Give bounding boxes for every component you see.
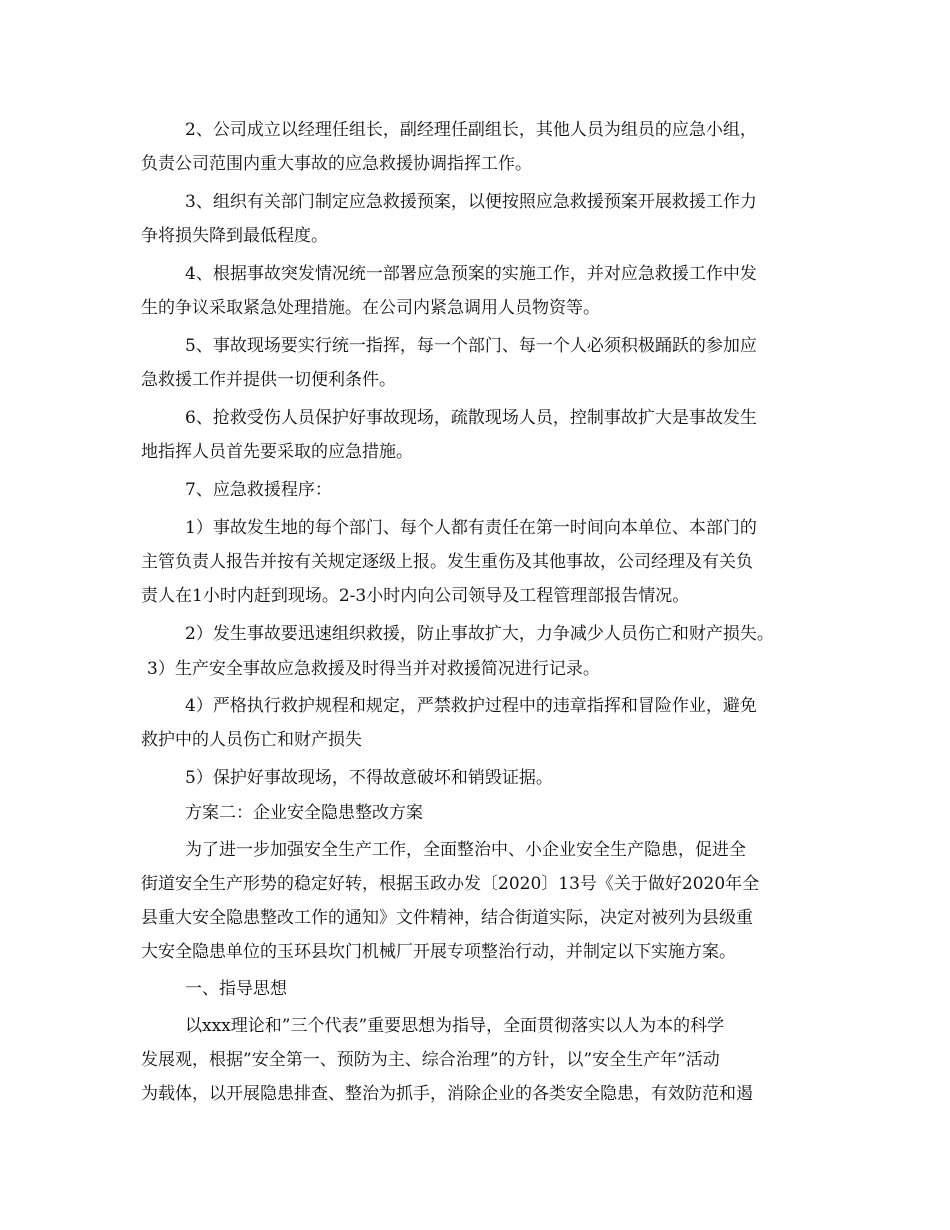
text-line: 急救援工作并提供一切便利条件。	[141, 370, 396, 390]
text-line: 为了进一步加强安全生产工作，全面整治中、小企业安全生产隐患，促进全	[185, 840, 746, 860]
text-line: 5）保护好事故现场，不得故意破坏和销毁证据。	[185, 768, 553, 788]
text-line: 发展观，根据”安全第一、预防为主、综合治理”的方针，以”安全生产年”活动	[141, 1050, 720, 1070]
text-line: 主管负责人报告并按有关规定逐级上报。发生重伤及其他事故，公司经理及有关负	[141, 552, 753, 572]
text-line: 县重大安全隐患整改工作的通知》文件精神，结合街道实际，决定对被列为县级重	[141, 908, 753, 928]
text-line: 3）生产安全事故应急救援及时得当并对救援简况进行记录。	[147, 659, 600, 679]
text-line: 6、抢救受伤人员保护好事故现场，疏散现场人员，控制事故扩大是事故发生	[185, 408, 757, 428]
text-line: 以xxx理论和”三个代表”重要思想为指导，全面贯彻落实以人为本的科学	[185, 1016, 725, 1036]
text-line: 方案二：企业安全隐患整改方案	[185, 803, 423, 823]
text-line: 4）严格执行救护规程和规定，严禁救护过程中的违章指挥和冒险作业，避免	[185, 696, 757, 716]
text-line: 负责公司范围内重大事故的应急救援协调指挥工作。	[141, 154, 532, 174]
text-line: 地指挥人员首先要采取的应急措施。	[141, 442, 413, 462]
text-line: 7、应急救援程序：	[185, 480, 332, 500]
text-line: 为载体，以开展隐患排查、整治为抓手，消除企业的各类安全隐患，有效防范和遏	[141, 1084, 753, 1104]
text-line: 生的争议采取紧急处理措施。在公司内紧急调用人员物资等。	[141, 298, 600, 318]
text-line: 4、根据事故突发情况统一部署应急预案的实施工作，并对应急救援工作中发	[185, 264, 757, 284]
text-line: 责人在1小时内赶到现场。2-3小时内向公司领导及工程管理部报告情况。	[141, 586, 690, 606]
text-line: 街道安全生产形势的稳定好转，根据玉政办发〔2020〕13号《关于做好2020年全	[141, 874, 760, 894]
text-line: 大安全隐患单位的玉环县坎门机械厂开展专项整治行动，并制定以下实施方案。	[141, 942, 736, 962]
text-line: 一、指导思想	[185, 979, 287, 999]
text-line: 3、组织有关部门制定应急救援预案，以便按照应急救援预案开展救援工作力	[185, 192, 757, 212]
text-line: 2、公司成立以经理任组长，副经理任副组长，其他人员为组员的应急小组，	[185, 120, 757, 140]
text-line: 救护中的人员伤亡和财产损失	[141, 730, 362, 750]
text-line: 1）事故发生地的每个部门、每个人都有责任在第一时间向本单位、本部门的	[185, 518, 757, 538]
text-line: 争将损失降到最低程度。	[141, 226, 328, 246]
text-line: 5、事故现场要实行统一指挥，每一个部门、每一个人必须积极踊跃的参加应	[185, 336, 757, 356]
text-line: 2）发生事故要迅速组织救援，防止事故扩大，力争减少人员伤亡和财产损失。	[185, 624, 774, 644]
